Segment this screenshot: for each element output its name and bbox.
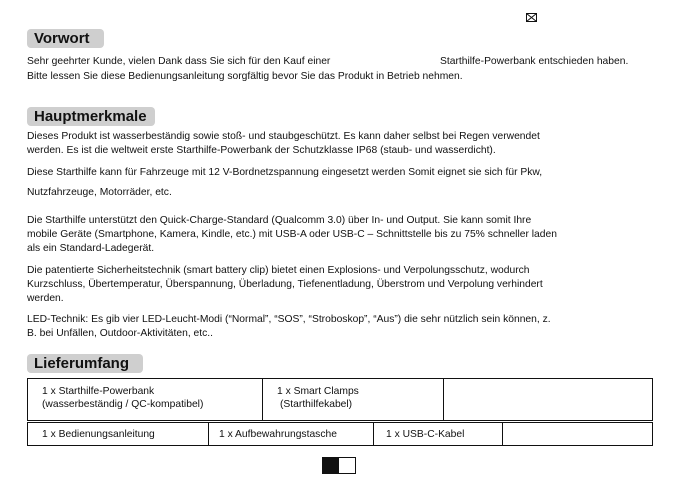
vorwort-line-1b: Starthilfe-Powerbank entschieden haben. — [440, 56, 629, 67]
paragraph-line: mobile Geräte (Smartphone, Kamera, Kindle, etc.) mit USB-A oder USB-C – Schnittstelle bis zu 75% schneller laden — [27, 229, 557, 240]
vorwort-line-2: Bitte lessen Sie diese Bedienungsanleitung sorgfältig bevor Sie das Produkt in Betrieb nehmen. — [27, 71, 463, 82]
feature-paragraph-1 — [27, 130, 657, 158]
contents-table-row-1 — [27, 378, 653, 421]
paragraph-line: werden. Es ist die weltweit erste Starthilfe-Powerbank der Schutzklasse IP68 (staub- und wasserdicht). — [27, 145, 496, 156]
feature-paragraph-5 — [27, 313, 657, 341]
section-heading-vorwort: Vorwort — [27, 29, 104, 48]
contents-table-row-2 — [27, 422, 653, 446]
envelope-icon — [526, 13, 537, 22]
table-cell — [263, 379, 443, 420]
paragraph-line: Die patentierte Sicherheitstechnik (smart battery clip) bietet einen Explosions- und Verpolungsschutz, wodurch — [27, 265, 530, 276]
feature-paragraph-2 — [27, 166, 657, 200]
table-cell: 1 x Bedienungsanleitung — [42, 429, 155, 440]
paragraph-line: Diese Starthilfe kann für Fahrzeuge mit 12 V-Bordnetzspannung eingesetzt werden Somit eignet sie sich für Pkw, — [27, 167, 543, 178]
vorwort-line-1a: Sehr geehrter Kunde, vielen Dank dass Sie sich für den Kauf einer — [27, 56, 331, 67]
paragraph-line: als ein Standard-Ladegerät. — [27, 243, 155, 254]
page-indicator-fill — [323, 458, 339, 473]
feature-paragraph-3 — [27, 214, 657, 256]
table-cell-empty — [503, 423, 652, 445]
paragraph-line: Dieses Produkt ist wasserbeständig sowie stoß- und staubgeschützt. Es kann daher selbst bei Regen verwendet — [27, 131, 540, 142]
table-cell: 1 x USB-C-Kabel — [386, 429, 465, 440]
paragraph-line: Kurzschluss, Übertemperatur, Überspannung, Überladung, Tiefenentladung, Überstrom und Verpolung verhindert — [27, 279, 543, 290]
feature-paragraph-4 — [27, 264, 657, 306]
paragraph-line: Die Starthilfe unterstützt den Quick-Charge-Standard (Qualcomm 3.0) über In- und Output. Sie kann somit Ihre — [27, 215, 532, 226]
paragraph-line: Nutzfahrzeuge, Motorräder, etc. — [27, 187, 172, 198]
cell-line: (Starthilfekabel) — [280, 399, 353, 410]
cell-line: (wasserbeständig / QC-kompatibel) — [42, 399, 204, 410]
page-indicator-icon — [322, 457, 356, 474]
table-cell-empty — [444, 379, 652, 420]
paragraph-line: B. bei Unfällen, Outdoor-Aktivitäten, etc.. — [27, 328, 214, 339]
table-cell — [28, 379, 262, 420]
paragraph-line: LED-Technik: Es gib vier LED-Leucht-Modi (“Normal”, “SOS”, “Stroboskop”, “Aus”) die sehr nützlich sein können, z. — [27, 314, 551, 325]
section-heading-lieferumfang: Lieferumfang — [27, 354, 143, 373]
cell-line: 1 x Smart Clamps — [277, 386, 359, 397]
table-cell: 1 x Aufbewahrungstasche — [219, 429, 337, 440]
paragraph-line: werden. — [27, 293, 64, 304]
section-heading-hauptmerkmale: Hauptmerkmale — [27, 107, 155, 126]
cell-line: 1 x Starthilfe-Powerbank — [42, 386, 155, 397]
